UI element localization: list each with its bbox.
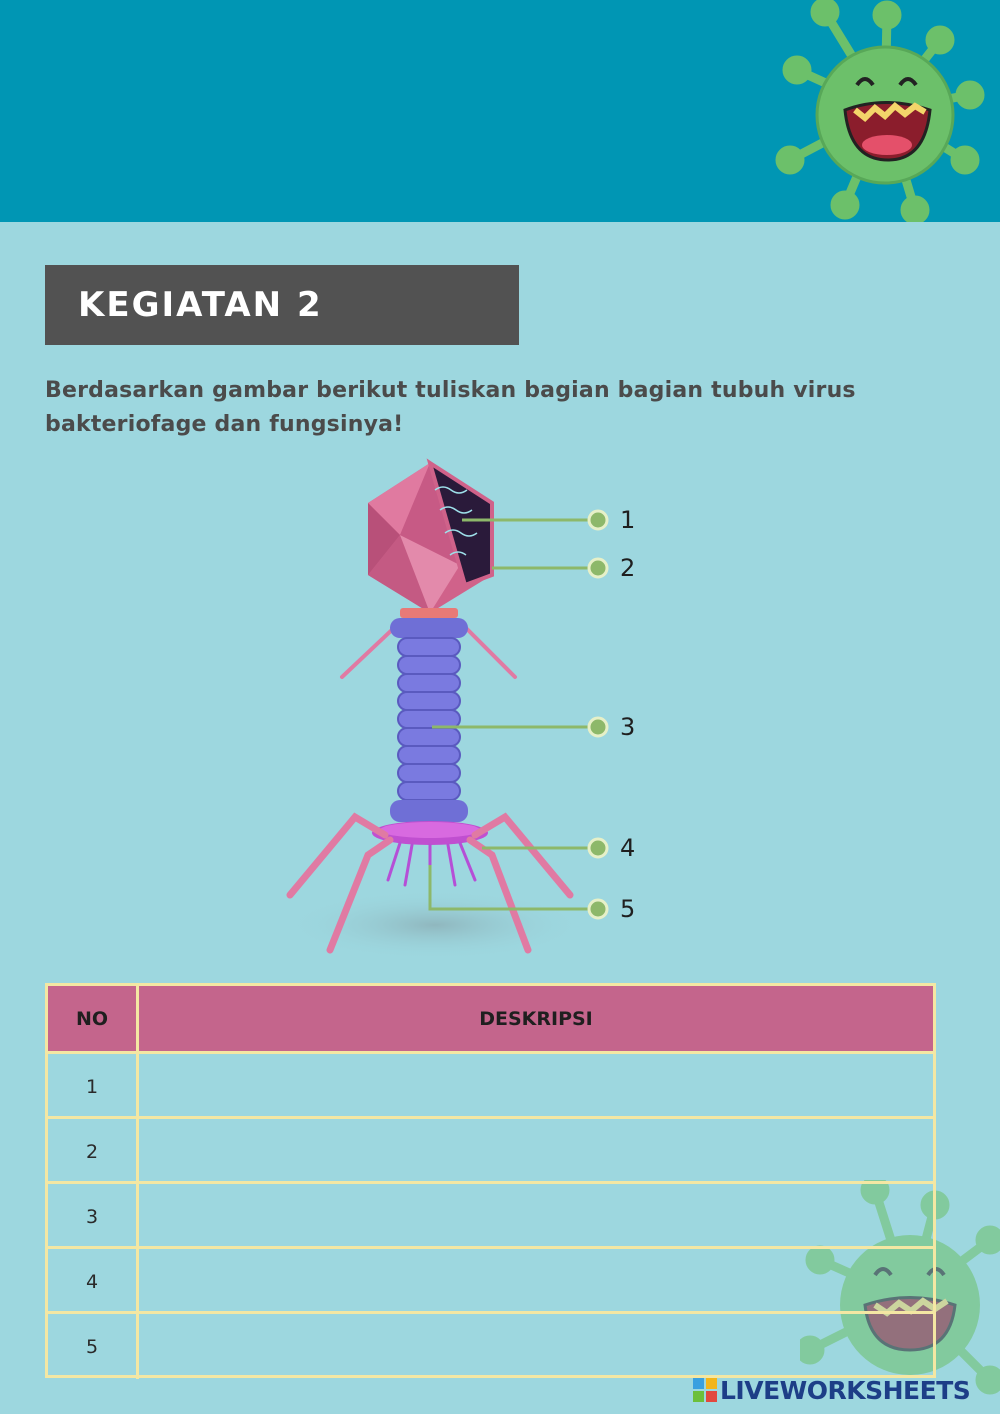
answer-table	[45, 983, 936, 1378]
diagram-label-5: 5	[620, 895, 636, 923]
bacteriophage-icon	[270, 455, 690, 975]
diagram-label-3: 3	[620, 713, 636, 741]
row-number: 2	[48, 1119, 139, 1184]
phage-tail	[390, 618, 468, 822]
row-number: 1	[48, 1054, 139, 1119]
table-header-row	[48, 986, 933, 1051]
phage-head	[368, 463, 492, 613]
activity-title-box	[45, 265, 519, 345]
instruction-text: Berdasarkan gambar berikut tuliskan bagian bagian tubuh virus bakteriofage dan fungsinya!	[45, 378, 856, 437]
brand-name: LIVEWORKSHEETS	[720, 1375, 971, 1405]
diagram-label-4: 4	[620, 834, 636, 862]
row-number: 5	[48, 1314, 139, 1379]
column-header-no: NO	[48, 986, 139, 1051]
table-row	[48, 1246, 933, 1314]
description-answer-field[interactable]	[139, 1184, 933, 1249]
diagram-label-1: 1	[620, 506, 636, 534]
diagram-label-2: 2	[620, 554, 636, 582]
table-row	[48, 1181, 933, 1249]
description-answer-field[interactable]	[139, 1314, 933, 1379]
table-row	[48, 1051, 933, 1119]
liveworksheets-logo-icon	[693, 1378, 717, 1402]
table-row	[48, 1311, 933, 1379]
row-number: 4	[48, 1249, 139, 1314]
page-title: KEGIATAN 2	[78, 285, 323, 325]
row-number: 3	[48, 1184, 139, 1249]
description-answer-field[interactable]	[139, 1119, 933, 1184]
liveworksheets-brand[interactable]	[693, 1375, 970, 1405]
description-answer-field[interactable]	[139, 1249, 933, 1314]
description-answer-field[interactable]	[139, 1054, 933, 1119]
table-row	[48, 1116, 933, 1184]
column-header-description: DESKRIPSI	[479, 1007, 593, 1030]
virus-mascot-icon	[775, 0, 1000, 222]
